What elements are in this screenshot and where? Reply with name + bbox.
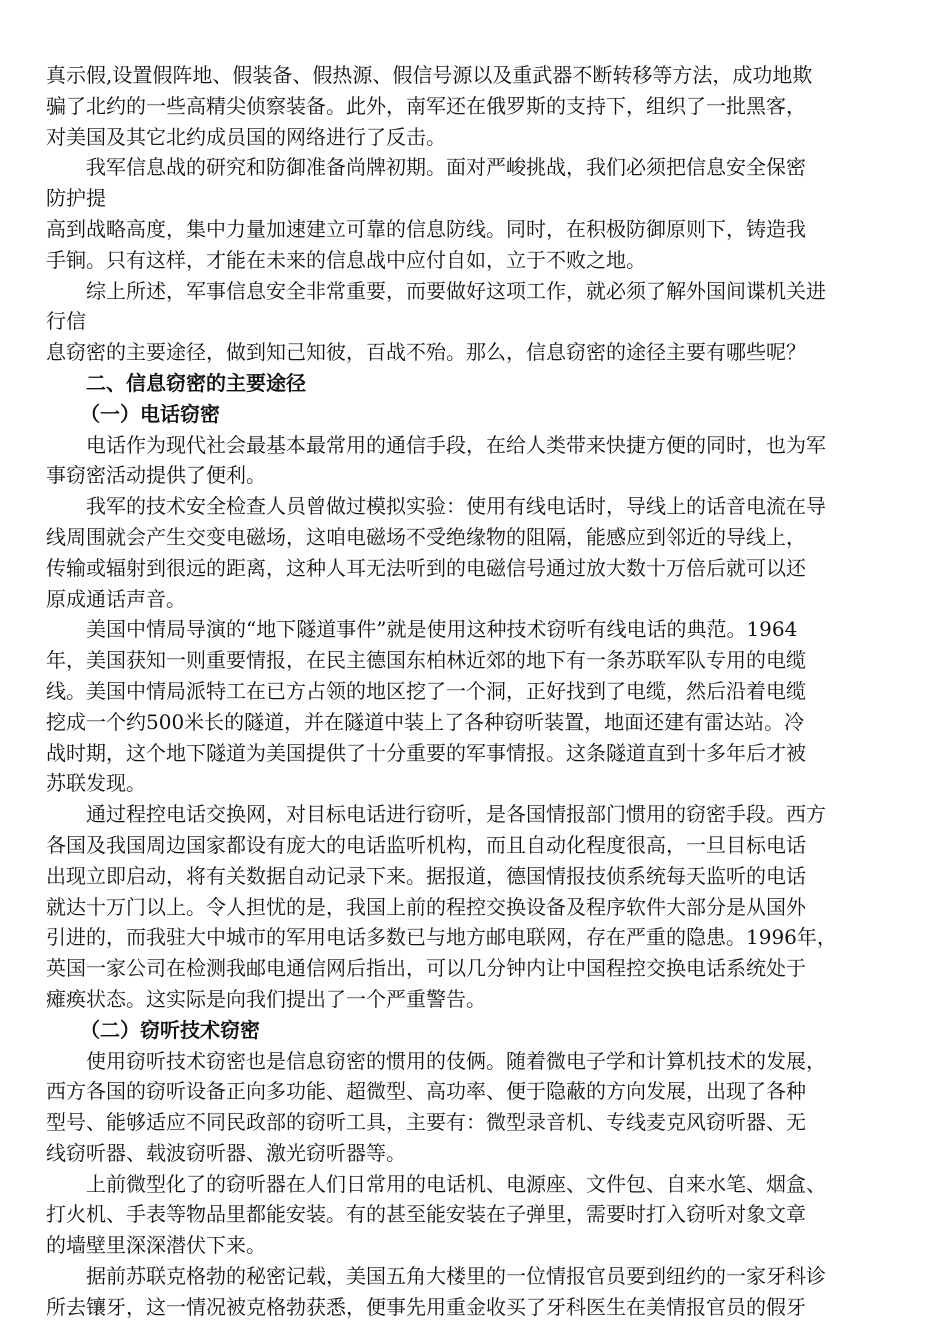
text-line: 瘫痪状态。这实际是向我们提出了一个严重警告。 [46, 986, 486, 1011]
text-line: 防护提 [46, 186, 106, 211]
text-line: 苏联发现。 [46, 771, 146, 796]
text-line: 战时期，这个地下隧道为美国提供了十分重要的军事情报。这条隧道直到十多年后才被 [46, 740, 806, 765]
text-line: 骗了北约的一些高精尖侦察装备。此外，南军还在俄罗斯的支持下，组织了一批黑客， [46, 93, 806, 118]
text-line: 线窃听器、载波窃听器、激光窃听器等。 [46, 1140, 406, 1165]
paragraph-first-line: 我军的技术安全检查人员曾做过模拟实验：使用有线电话时，导线上的话音电流在导 [86, 494, 826, 519]
paragraph-first-line: 通过程控电话交换网，对目标电话进行窃听，是各国情报部门惯用的窃密手段。西方 [86, 802, 826, 827]
text-line: 的墙壁里深深潜伏下来。 [46, 1233, 266, 1258]
text-line: 就达十万门以上。令人担忧的是，我国上前的程控交换设备及程序软件大部分是从国外 [46, 894, 806, 919]
paragraph-first-line: 上前微型化了的窃听器在人们日常用的电话机、电源座、文件包、自来水笔、烟盒、 [86, 1171, 826, 1196]
text-line: 传输或辐射到很远的距离，这种人耳无法听到的电磁信号通过放大数十万倍后就可以还 [46, 555, 806, 580]
text-line: 引进的，而我驻大中城市的军用电话多数已与地方邮电联网，存在严重的隐患。1996年， [46, 925, 837, 950]
paragraph-first-line: 电话作为现代社会最基本最常用的通信手段，在给人类带来快捷方便的同时，也为军 [86, 432, 826, 457]
paragraph-first-line: 使用窃听技术窃密也是信息窃密的惯用的伎俩。随着微电子学和计算机技术的发展， [86, 1048, 826, 1073]
text-line: 挖成一个约500米长的隧道，并在隧道中装上了各种窃听装置，地面还建有雷达站。冷 [46, 709, 805, 734]
text-line: 真示假,设置假阵地、假装备、假热源、假信号源以及重武器不断转移等方法，成功地欺 [46, 63, 813, 87]
text-line: 线周围就会产生交变电磁场，这咱电磁场不受绝缘物的阻隔，能感应到邻近的导线上， [46, 524, 806, 549]
subsection-heading: （二）窃听技术窃密 [80, 1017, 260, 1042]
paragraph-first-line: 据前苏联克格勃的秘密记载，美国五角大楼里的一位情报官员要到纽约的一家牙科诊 [86, 1264, 826, 1289]
text-line: 出现立即启动，将有关数据自动记录下来。据报道，德国情报技侦系统每天监听的电话 [46, 863, 806, 888]
text-line: 对美国及其它北约成员国的网络进行了反击。 [46, 124, 446, 149]
paragraph-first-line: 我军信息战的研究和防御准备尚牌初期。面对严峻挑战，我们必须把信息安全保密 [86, 155, 806, 180]
text-line: 年，美国获知一则重要情报，在民主德国东柏林近郊的地下有一条苏联军队专用的电缆 [46, 648, 806, 673]
text-line: 西方各国的窃听设备正向多功能、超微型、高功率、便于隐蔽的方向发展，出现了各种 [46, 1079, 806, 1104]
paragraph-first-line: 美国中情局导演的“地下隧道事件”就是使用这种技术窃听有线电话的典范。1964 [86, 617, 798, 642]
text-line: 打火机、手表等物品里都能安装。有的甚至能安装在子弹里，需要时打入窃听对象文章 [46, 1202, 806, 1227]
section-heading: 二、信息窃密的主要途径 [86, 370, 306, 395]
text-line: 所去镶牙，这一情况被克格勃获悉，便事先用重金收买了牙科医生在美情报官员的假牙 [46, 1294, 806, 1319]
text-line: 手锏。只有这样，才能在未来的信息战中应付自如，立于不败之地。 [46, 247, 646, 272]
text-line: 型号、能够适应不同民政部的窃听工具，主要有：微型录音机、专线麦克风窃听器、无 [46, 1110, 806, 1135]
text-line: 高到战略高度，集中力量加速建立可靠的信息防线。同时，在积极防御原则下，铸造我 [46, 216, 806, 241]
text-line: 行信 [46, 309, 86, 334]
text-line: 英国一家公司在检测我邮电通信网后指出，可以几分钟内让中国程控交换电话系统处于 [46, 956, 806, 981]
subsection-heading: （一）电话窃密 [80, 401, 220, 426]
text-line: 息窃密的主要途径，做到知己知彼，百战不殆。那么，信息窃密的途径主要有哪些呢？ [46, 340, 806, 365]
paragraph-first-line: 综上所述，军事信息安全非常重要，而要做好这项工作，就必须了解外国间谍机关进 [86, 278, 826, 303]
text-line: 各国及我国周边国家都设有庞大的电话监听机构，而且自动化程度很高，一旦目标电话 [46, 832, 806, 857]
text-line: 原成通话声音。 [46, 586, 186, 611]
text-line: 线。美国中情局派特工在已方占领的地区挖了一个洞，正好找到了电缆，然后沿着电缆 [46, 678, 806, 703]
text-line: 事窃密活动提供了便利。 [46, 463, 266, 488]
